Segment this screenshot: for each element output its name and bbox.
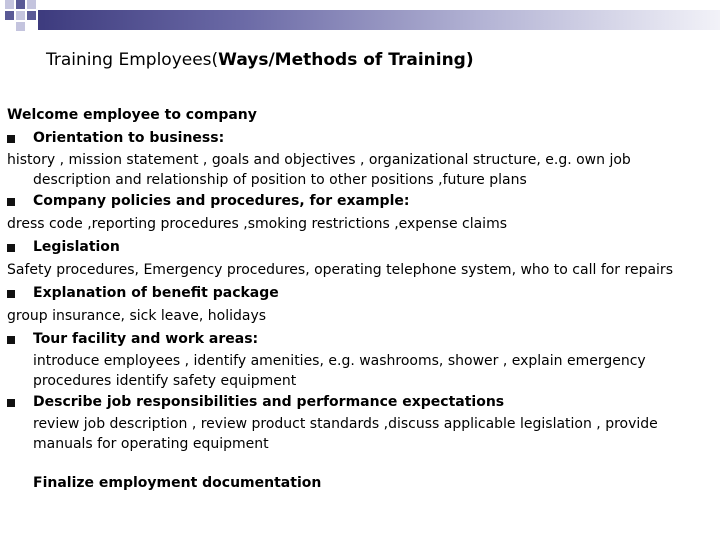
body-text: introduce employees , identify amenities, e.g. washrooms, shower , explain emergency <box>33 353 646 369</box>
bullet-item <box>7 127 713 150</box>
decor-square <box>5 11 14 20</box>
decor-square <box>27 0 36 9</box>
header-gradient-bar <box>38 10 720 30</box>
decor-square <box>5 0 14 9</box>
body-text: procedures identify safety equipment <box>33 373 297 389</box>
body-text: Safety procedures, Emergency procedures, operating telephone system, who to call for repairs <box>7 262 673 278</box>
body-text: review job description , review product standards ,discuss applicable legislation , provide <box>33 416 658 432</box>
bullet-label: Describe job responsibilities and performance expectations <box>33 394 505 410</box>
body-text: dress code ,reporting procedures ,smoking restrictions ,expense claims <box>7 216 508 232</box>
decor-square <box>16 0 25 9</box>
square-bullet-icon <box>7 290 15 298</box>
page-title <box>46 50 474 70</box>
bullet-item <box>7 190 713 213</box>
square-bullet-icon <box>7 198 15 206</box>
bullet-item <box>7 391 713 414</box>
decor-square <box>16 11 25 20</box>
body-text: description and relationship of position to other positions ,future plans <box>33 172 527 188</box>
square-bullet-icon <box>7 399 15 407</box>
bullet-label: Tour facility and work areas: <box>33 331 259 347</box>
bullet-label: Explanation of benefit package <box>33 285 279 301</box>
slide-body <box>7 104 713 495</box>
bullet-item <box>7 328 713 351</box>
bullet-item <box>7 236 713 259</box>
bullet-item <box>7 282 713 305</box>
welcome-heading: Welcome employee to company <box>7 107 257 123</box>
square-bullet-icon <box>7 244 15 252</box>
bullet-label: Legislation <box>33 239 120 255</box>
body-text: history , mission statement , goals and objectives , organizational structure, e.g. own job <box>7 152 631 168</box>
decor-square <box>16 22 25 31</box>
square-bullet-icon <box>7 135 15 143</box>
finalize-heading: Finalize employment documentation <box>33 475 322 491</box>
title-bold: Ways/Methods of Training) <box>218 50 474 70</box>
body-text: group insurance, sick leave, holidays <box>7 308 267 324</box>
square-bullet-icon <box>7 336 15 344</box>
decor-square <box>27 11 36 20</box>
bullet-label: Company policies and procedures, for example: <box>33 193 410 209</box>
title-plain: Training Employees( <box>46 50 219 70</box>
bullet-label: Orientation to business: <box>33 130 225 146</box>
body-text: manuals for operating equipment <box>33 436 269 452</box>
